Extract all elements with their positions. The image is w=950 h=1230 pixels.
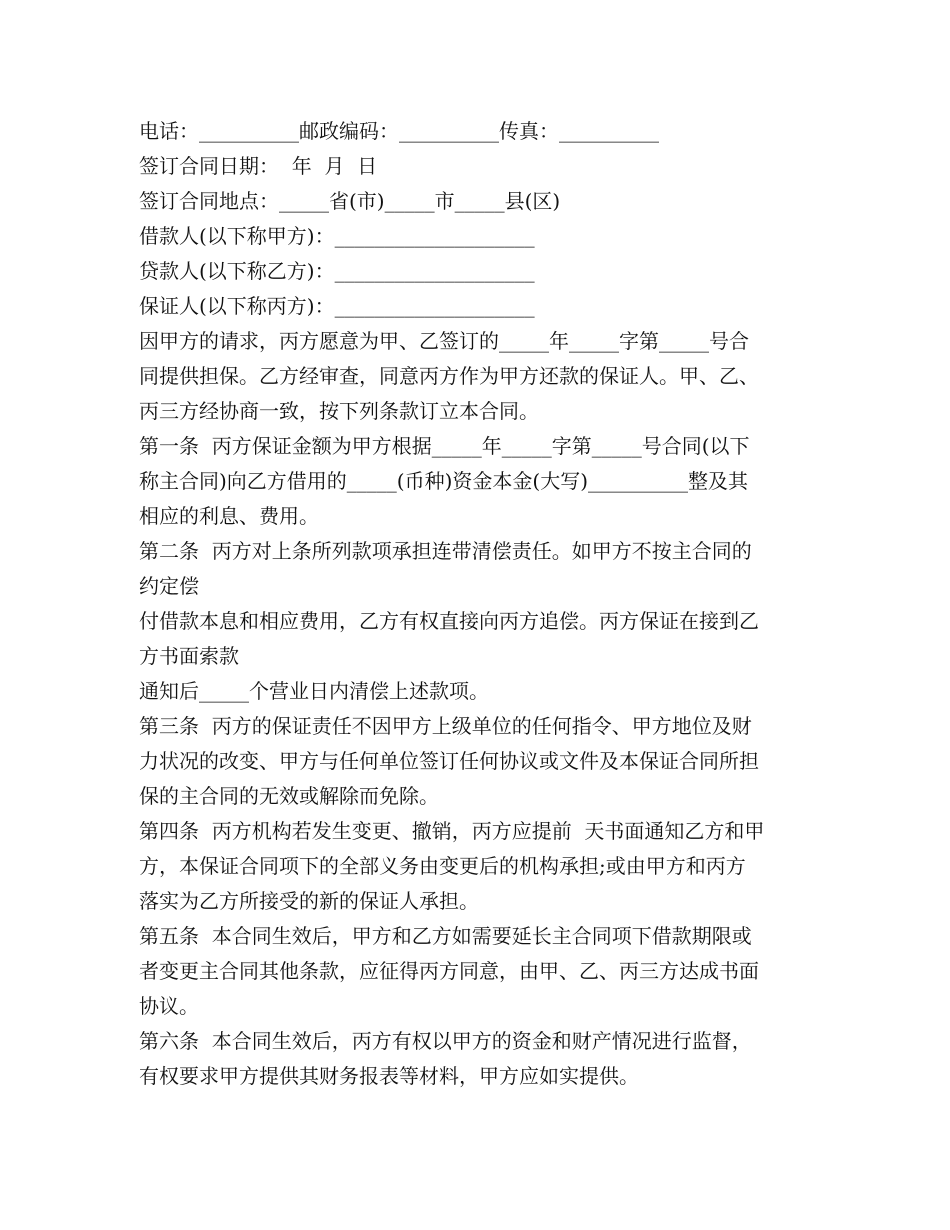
guarantor-line: 保证人(以下称丙方)：____________________ — [139, 294, 535, 318]
preamble-line: 同提供担保。乙方经审查，同意丙方作为甲方还款的保证人。甲、乙、 — [139, 364, 759, 388]
article-4-line: 落实为乙方所接受的新的保证人承担。 — [139, 889, 479, 913]
article-4-line: 第四条 丙方机构若发生变更、撤销，丙方应提前 天书面通知乙方和甲 — [139, 819, 765, 843]
article-1-line: 相应的利息、费用。 — [139, 504, 319, 528]
article-5-line: 第五条 本合同生效后，甲方和乙方如需要延长主合同项下借款期限或 — [139, 924, 752, 948]
article-1-line: 第一条 丙方保证金额为甲方根据_____年_____字第_____号合同(以下 — [139, 434, 750, 458]
preamble-line: 因甲方的请求，丙方愿意为甲、乙签订的_____年_____字第_____号合 — [139, 329, 749, 353]
article-4-line: 方，本保证合同项下的全部义务由变更后的机构承担;或由甲方和丙方 — [139, 854, 746, 878]
signing-date-line: 签订合同日期： 年 月 日 — [139, 154, 378, 178]
preamble-line: 丙三方经协商一致，按下列条款订立本合同。 — [139, 399, 539, 423]
lender-line: 贷款人(以下称乙方)：____________________ — [139, 259, 535, 283]
article-3-line: 第三条 丙方的保证责任不因甲方上级单位的任何指令、甲方地位及财 — [139, 714, 752, 738]
article-3-line: 力状况的改变、甲方与任何单位签订任何协议或文件及本保证合同所担 — [139, 749, 759, 773]
contact-line: 电话：__________邮政编码：__________传真：__________ — [139, 119, 659, 143]
article-1-line: 称主合同)向乙方借用的_____(币种)资金本金(大写)__________整及其 — [139, 469, 749, 493]
article-2-line: 付借款本息和相应费用，乙方有权直接向丙方追偿。丙方保证在接到乙 — [139, 609, 759, 633]
signing-place-line: 签订合同地点：_____省(市)_____市_____县(区) — [139, 189, 561, 213]
article-5-line: 者变更主合同其他条款，应征得丙方同意，由甲、乙、丙三方达成书面 — [139, 959, 759, 983]
borrower-line: 借款人(以下称甲方)：____________________ — [139, 224, 535, 248]
article-2-line: 方书面索款 — [139, 644, 239, 668]
document-body — [139, 114, 819, 1094]
article-2-line: 通知后_____个营业日内清偿上述款项。 — [139, 679, 489, 703]
article-5-line: 协议。 — [139, 994, 199, 1018]
article-6-line: 有权要求甲方提供其财务报表等材料，甲方应如实提供。 — [139, 1064, 639, 1088]
article-2-line: 第二条 丙方对上条所列款项承担连带清偿责任。如甲方不按主合同的 — [139, 539, 752, 563]
article-2-line: 约定偿 — [139, 574, 199, 598]
article-6-line: 第六条 本合同生效后，丙方有权以甲方的资金和财产情况进行监督， — [139, 1029, 752, 1053]
article-3-line: 保的主合同的无效或解除而免除。 — [139, 784, 439, 808]
